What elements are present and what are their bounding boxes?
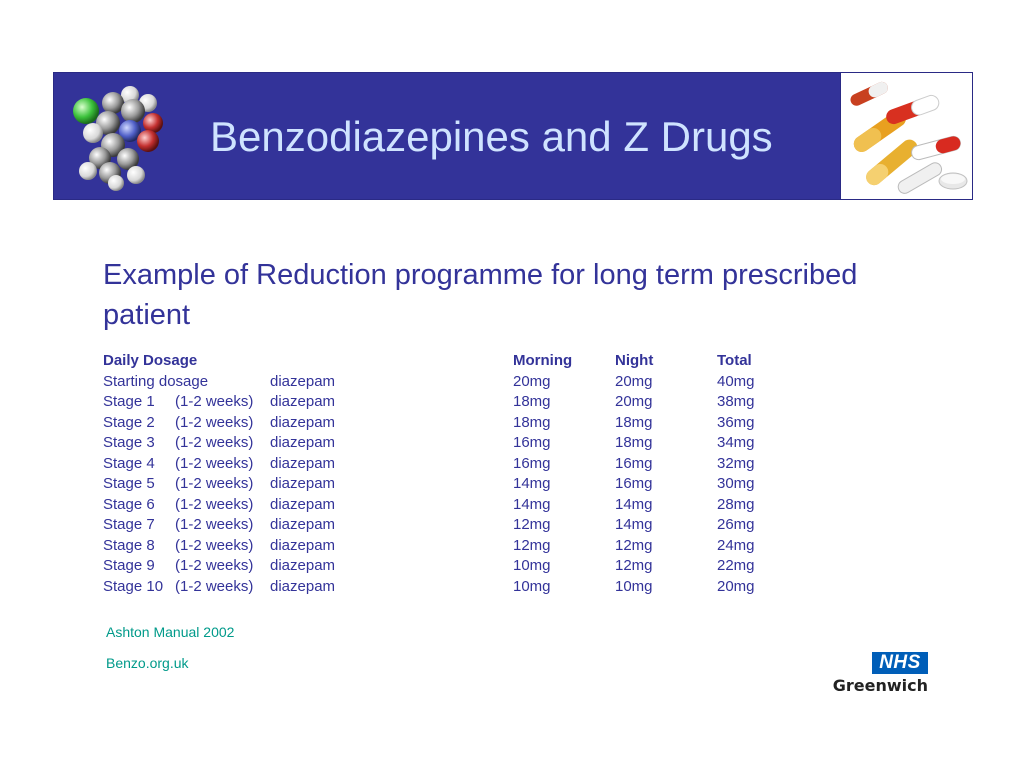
stage-cell: Stage 5 [103, 475, 155, 492]
total-dose-cell: 38mg [717, 393, 755, 410]
duration-cell: (1-2 weeks) [175, 536, 254, 554]
night-dose-cell: 20mg [615, 393, 653, 410]
duration-cell: (1-2 weeks) [175, 516, 254, 533]
drug-cell: diazepam [270, 413, 336, 431]
morning-dose-cell: 20mg [513, 372, 551, 390]
night-dose-cell: 14mg [615, 495, 653, 513]
drug-cell: diazepam [270, 516, 336, 533]
nhs-logo-name: Greenwich [832, 676, 928, 695]
molecule-icon [68, 83, 168, 191]
morning-dose-cell: 16mg [513, 454, 551, 472]
title-banner [53, 72, 973, 200]
duration-cell: (1-2 weeks) [175, 434, 254, 451]
total-dose-cell: 26mg [717, 516, 755, 533]
total-dose-cell: 36mg [717, 413, 755, 431]
total-dose-cell: 32mg [717, 454, 755, 472]
morning-dose-cell: 10mg [513, 557, 551, 574]
duration-cell: (1-2 weeks) [175, 577, 254, 595]
morning-dose-cell: 18mg [513, 393, 551, 410]
night-dose-cell: 16mg [615, 475, 653, 492]
night-dose-cell: 14mg [615, 516, 653, 533]
night-dose-cell: 18mg [615, 413, 653, 431]
duration-cell: (1-2 weeks) [175, 475, 254, 492]
reference-benzo-org: Benzo.org.uk [106, 655, 189, 671]
drug-cell: diazepam [270, 393, 336, 410]
drug-cell: diazepam [270, 577, 336, 595]
duration-cell: (1-2 weeks) [175, 454, 254, 472]
morning-dose-cell: 14mg [513, 495, 551, 513]
night-dose-cell: 12mg [615, 557, 653, 574]
nhs-logo-badge: NHS [872, 652, 928, 674]
total-dose-cell: 24mg [717, 536, 755, 554]
pills-image [840, 73, 972, 199]
duration-cell: (1-2 weeks) [175, 413, 254, 431]
nhs-greenwich-logo [834, 652, 928, 696]
stage-cell: Stage 7 [103, 516, 155, 533]
total-dose-cell: 34mg [717, 434, 755, 451]
reference-ashton-manual: Ashton Manual 2002 [106, 624, 235, 640]
stage-cell: Stage 1 [103, 393, 155, 410]
night-dose-cell: 20mg [615, 372, 653, 390]
morning-dose-cell: 16mg [513, 434, 551, 451]
total-dose-cell: 28mg [717, 495, 755, 513]
drug-cell: diazepam [270, 372, 336, 390]
stage-cell: Starting dosage [103, 372, 209, 390]
night-dose-cell: 10mg [615, 577, 653, 595]
stage-cell: Stage 6 [103, 495, 155, 513]
drug-cell: diazepam [270, 495, 336, 513]
stage-cell: Stage 3 [103, 434, 155, 451]
morning-dose-cell: 12mg [513, 536, 551, 554]
drug-cell: diazepam [270, 434, 336, 451]
duration-cell: (1-2 weeks) [175, 557, 254, 574]
header-total: Total [717, 352, 752, 369]
total-dose-cell: 20mg [717, 577, 755, 595]
morning-dose-cell: 10mg [513, 577, 551, 595]
stage-cell: Stage 8 [103, 536, 155, 554]
duration-cell: (1-2 weeks) [175, 495, 254, 513]
drug-cell: diazepam [270, 475, 336, 492]
night-dose-cell: 16mg [615, 454, 653, 472]
drug-cell: diazepam [270, 557, 336, 574]
morning-dose-cell: 14mg [513, 475, 551, 492]
duration-cell: (1-2 weeks) [175, 393, 254, 410]
drug-cell: diazepam [270, 536, 336, 554]
total-dose-cell: 22mg [717, 557, 755, 574]
stage-cell: Stage 4 [103, 454, 155, 472]
total-dose-cell: 30mg [717, 475, 755, 492]
drug-cell: diazepam [270, 454, 336, 472]
section-heading: Example of Reduction programme for long term prescribed patient [103, 259, 858, 331]
header-night: Night [615, 352, 654, 369]
header-morning: Morning [513, 352, 573, 369]
stage-cell: Stage 9 [103, 557, 155, 574]
night-dose-cell: 12mg [615, 536, 653, 554]
night-dose-cell: 18mg [615, 434, 653, 451]
stage-cell: Stage 2 [103, 413, 155, 431]
header-daily-dosage: Daily Dosage [103, 352, 198, 369]
morning-dose-cell: 18mg [513, 413, 551, 431]
stage-cell: Stage 10 [103, 577, 164, 595]
page-title: Benzodiazepines and Z Drugs [210, 113, 773, 160]
morning-dose-cell: 12mg [513, 516, 551, 533]
total-dose-cell: 40mg [717, 372, 755, 390]
